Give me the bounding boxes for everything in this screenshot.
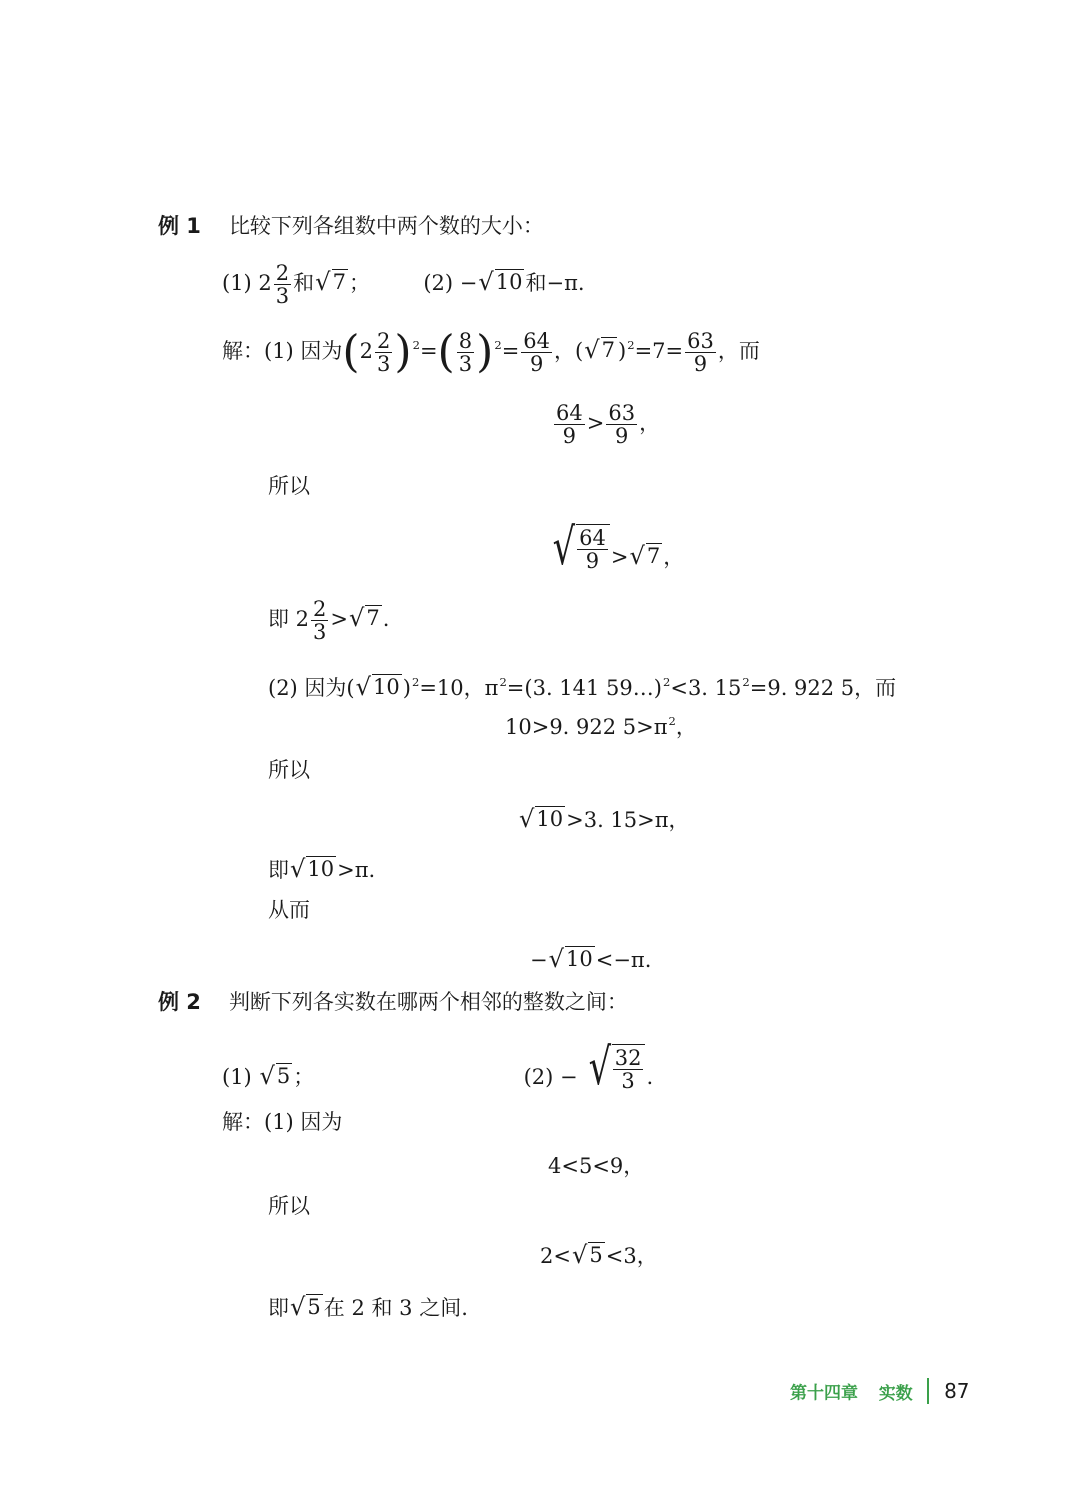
and-word: 和 xyxy=(525,271,547,296)
example-2-prompt: 判断下列各实数在哪两个相邻的整数之间： xyxy=(228,990,628,1014)
ie-line-1: 即 2 $\frac{2}{3}$ > √ 7 . xyxy=(268,597,390,645)
ie-line-2: 即 √ 10 >π. xyxy=(268,854,376,883)
therefore-2: 所以 xyxy=(268,758,310,782)
formula-2-lt-sqrt5-lt-3: 2< √ 5 <3， xyxy=(540,1240,658,1269)
solution-1-line: 解：(1) 因为(2 $\frac{2}{3}$ )$^2$=( $\frac{8}{3}$ )$^2$= $\frac{64}{9}$ ，( √ 7 )$^2$=7= $\frac{63}{9}$ ，而 xyxy=(222,326,760,378)
example-2-questions: (1) √ 5 ； (2) − √ $\frac{32}{3}$ . xyxy=(222,1037,654,1096)
example-2-heading xyxy=(158,992,628,1013)
footer-divider xyxy=(927,1378,929,1404)
and-word: 而 xyxy=(738,339,760,364)
q2-label: (2) xyxy=(423,271,454,296)
formula-neg-sqrt10-lt-neg-pi: − √ 10 <−π. xyxy=(530,944,652,973)
chapter-label: 第十四章 xyxy=(790,1383,858,1404)
formula-4-lt-5-lt-9: 4<5<9， xyxy=(548,1154,645,1178)
q2-label: (2) xyxy=(523,1065,554,1089)
q1-label: (1) xyxy=(222,1065,252,1089)
formula-sqrt10-gt-3.15: √ 10 >3. 15>π， xyxy=(519,804,690,833)
and-word: 和 xyxy=(293,271,315,296)
solution-label: 解：(1) 因为 xyxy=(222,339,343,364)
formula-10-gt-9.9225: 10>9. 922 $5>\pi^2$， xyxy=(505,714,697,740)
solution-2-line: (2) 因为( √ 10 )$^2$=10，$\pi^2=(3$. 141 59…)$^2$<3. $15^2=9$. 922 5，而 xyxy=(268,672,897,701)
sqrt-10: √ 10 xyxy=(478,268,523,297)
example-1-label: 例 1 xyxy=(158,214,201,238)
page-footer xyxy=(790,1378,970,1404)
hence-word: 从而 xyxy=(268,898,310,922)
ex2-solution-label: 解：(1) 因为 xyxy=(222,1110,343,1134)
conclusion: 在 2 和 3 之间. xyxy=(323,1295,468,1320)
fraction: $\frac{2}{3}$ xyxy=(275,261,290,309)
example-1-questions: (1) 2 $\frac{2}{3}$ 和 √ 7 ； (2) − √ 10 和−π. xyxy=(222,261,585,309)
q1-label: (1) xyxy=(222,271,252,296)
ie-line-3: 即 √ 5 在 2 和 3 之间. xyxy=(268,1292,468,1321)
part2-label: (2) 因为 xyxy=(268,675,347,700)
formula-sqrt64-9-gt-sqrt7: √ $\frac{64}{9}$ > √ 7 ， xyxy=(552,517,685,576)
and-word: 而 xyxy=(875,675,897,700)
ie-word: 即 xyxy=(268,857,289,882)
example-1-heading xyxy=(158,216,544,237)
chapter-title: 实数 xyxy=(878,1383,913,1404)
page-number: 87 xyxy=(944,1379,970,1403)
example-2-label: 例 2 xyxy=(158,990,201,1014)
formula-64-9-gt-63-9: $\frac{64}{9}$ > $\frac{63}{9}$ ， xyxy=(556,401,661,449)
example-1-prompt: 比较下列各组数中两个数的大小： xyxy=(228,214,544,238)
therefore-1: 所以 xyxy=(268,474,310,498)
therefore-3: 所以 xyxy=(268,1194,310,1218)
ie-word: 即 xyxy=(268,607,289,632)
sqrt-7: √ 7 xyxy=(315,268,346,297)
